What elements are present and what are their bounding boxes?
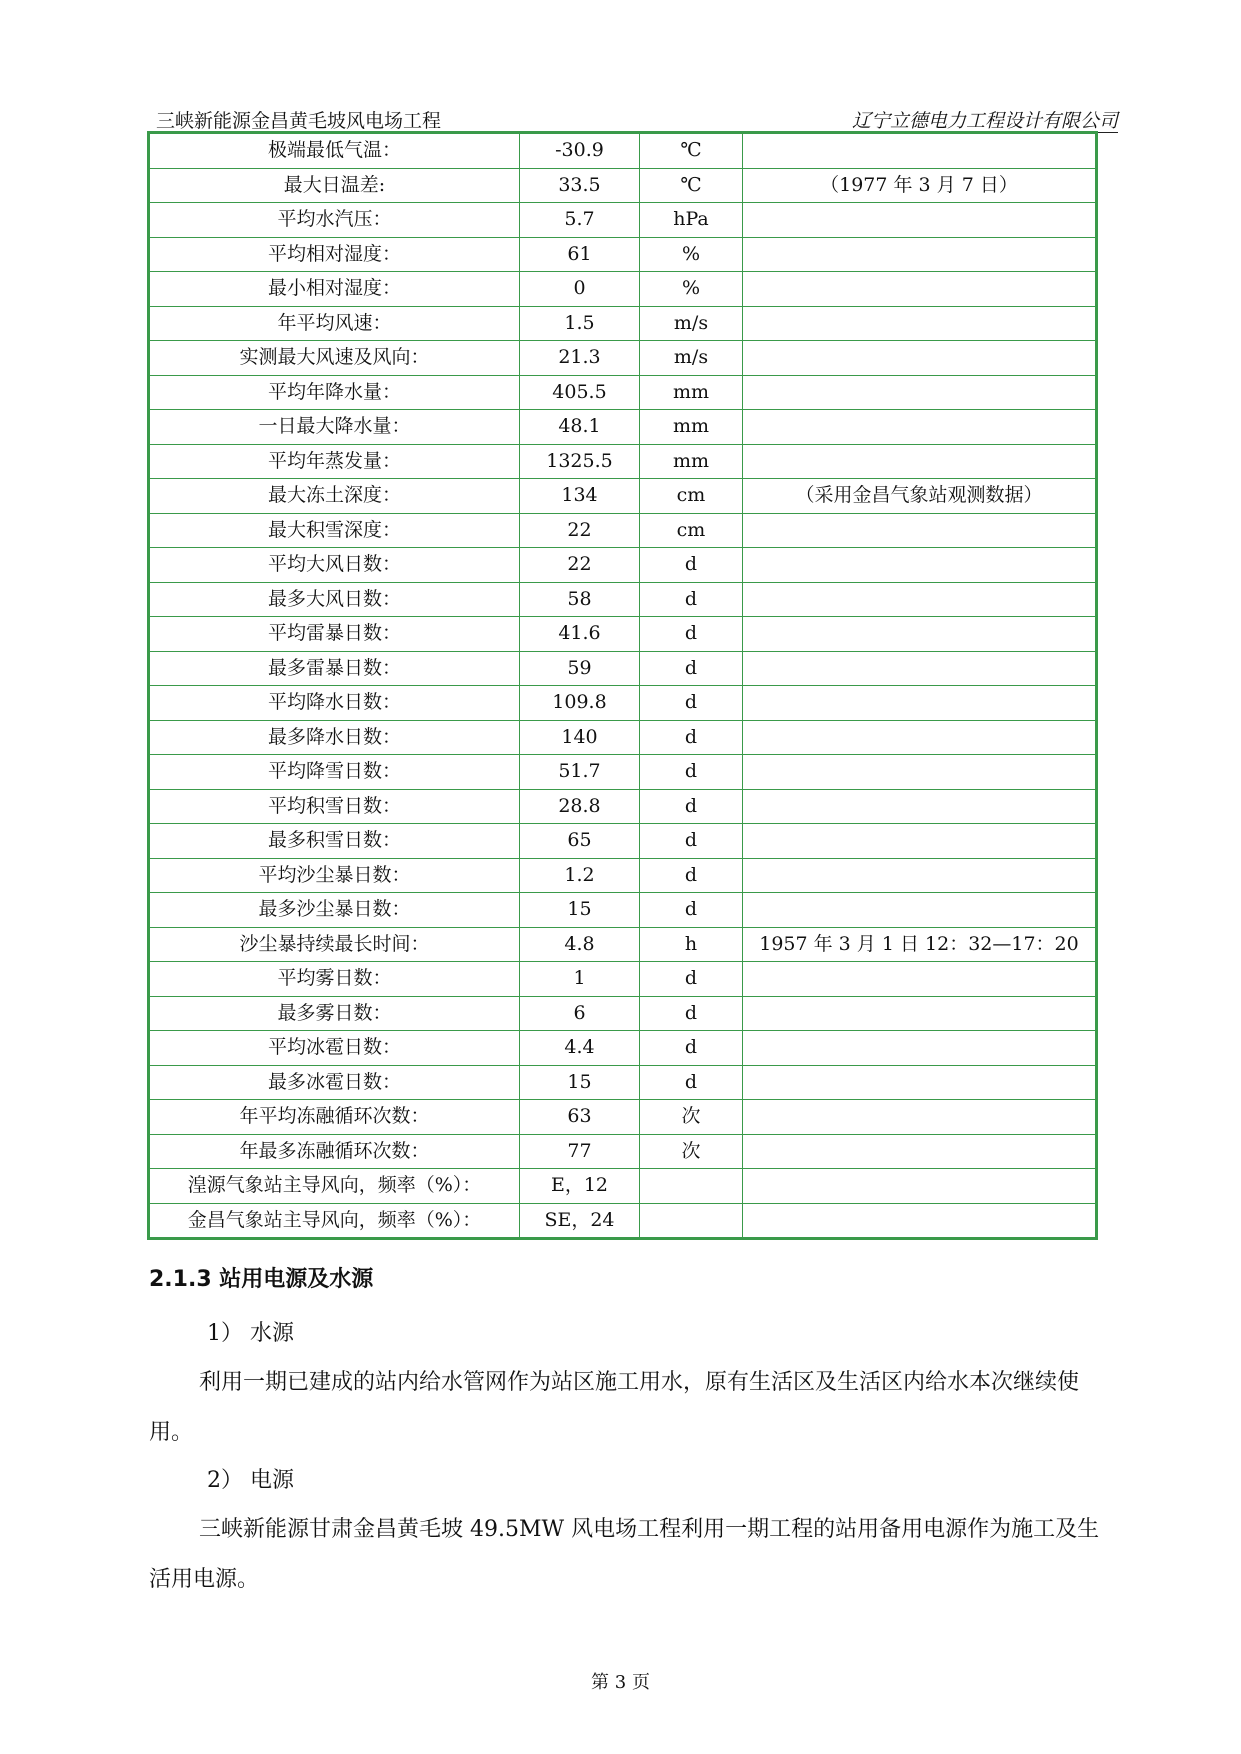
paragraph-power-source: 三峡新能源甘肃金昌黄毛坡 49.5MW 风电场工程利用一期工程的站用备用电源作为施工及生活用电源。 — [149, 1517, 1100, 1592]
table-row — [150, 375, 1096, 410]
cell-unit: d — [640, 1031, 743, 1066]
cell-note — [743, 1065, 1096, 1100]
cell-value: 51.7 — [520, 755, 640, 790]
climate-data-table — [149, 133, 1096, 1238]
cell-unit: % — [640, 272, 743, 307]
section-title: 2.1.3 站用电源及水源 — [149, 1267, 374, 1292]
table-row — [150, 444, 1096, 479]
cell-value: 41.6 — [520, 617, 640, 652]
table-row — [150, 272, 1096, 307]
cell-unit: d — [640, 582, 743, 617]
cell-unit: d — [640, 617, 743, 652]
cell-unit: ℃ — [640, 168, 743, 203]
table-row — [150, 1134, 1096, 1169]
cell-value: 28.8 — [520, 789, 640, 824]
table-row — [150, 686, 1096, 721]
cell-value: 59 — [520, 651, 640, 686]
cell-note — [743, 375, 1096, 410]
table-row — [150, 341, 1096, 376]
table-row — [150, 410, 1096, 445]
cell-value: 1325.5 — [520, 444, 640, 479]
cell-unit: d — [640, 996, 743, 1031]
table-row — [150, 858, 1096, 893]
cell-unit: m/s — [640, 341, 743, 376]
cell-value: 140 — [520, 720, 640, 755]
cell-parameter: 最大积雪深度： — [150, 513, 520, 548]
cell-unit: d — [640, 720, 743, 755]
cell-value: 134 — [520, 479, 640, 514]
cell-unit: d — [640, 893, 743, 928]
cell-note — [743, 651, 1096, 686]
cell-note — [743, 1031, 1096, 1066]
cell-unit: d — [640, 548, 743, 583]
cell-value: 63 — [520, 1100, 640, 1135]
table-row — [150, 720, 1096, 755]
cell-note — [743, 513, 1096, 548]
cell-unit: 次 — [640, 1134, 743, 1169]
cell-note — [743, 996, 1096, 1031]
table-row — [150, 1169, 1096, 1204]
cell-parameter: 平均沙尘暴日数： — [150, 858, 520, 893]
table-row — [150, 203, 1096, 238]
cell-parameter: 实测最大风速及风向： — [150, 341, 520, 376]
cell-parameter: 最多积雪日数： — [150, 824, 520, 859]
table-row — [150, 479, 1096, 514]
table-row — [150, 1031, 1096, 1066]
cell-unit: mm — [640, 375, 743, 410]
cell-note — [743, 1100, 1096, 1135]
cell-value: 22 — [520, 548, 640, 583]
cell-note — [743, 1203, 1096, 1238]
cell-parameter: 最多雾日数： — [150, 996, 520, 1031]
cell-note — [743, 444, 1096, 479]
cell-value: 405.5 — [520, 375, 640, 410]
cell-parameter: 最多冰雹日数： — [150, 1065, 520, 1100]
header-project-title: 三峡新能源金昌黄毛坡风电场工程 — [156, 110, 442, 132]
table-row — [150, 1203, 1096, 1238]
cell-note — [743, 720, 1096, 755]
cell-note — [743, 962, 1096, 997]
header-company-name: 辽宁立德电力工程设计有限公司 — [851, 110, 1118, 132]
cell-note — [743, 341, 1096, 376]
cell-parameter: 金昌气象站主导风向，频率（%）： — [150, 1203, 520, 1238]
cell-note — [743, 858, 1096, 893]
page-number: 第 3 页 — [591, 1672, 650, 1693]
cell-value: 61 — [520, 237, 640, 272]
cell-parameter: 最多降水日数： — [150, 720, 520, 755]
cell-parameter: 平均冰雹日数： — [150, 1031, 520, 1066]
cell-note — [743, 582, 1096, 617]
table-row — [150, 789, 1096, 824]
cell-value: -30.9 — [520, 134, 640, 169]
table-row — [150, 548, 1096, 583]
cell-note — [743, 789, 1096, 824]
cell-value: 33.5 — [520, 168, 640, 203]
cell-parameter: 平均雾日数： — [150, 962, 520, 997]
cell-unit: mm — [640, 444, 743, 479]
cell-unit — [640, 1169, 743, 1204]
table-row — [150, 237, 1096, 272]
cell-parameter: 最大冻土深度： — [150, 479, 520, 514]
table-row — [150, 306, 1096, 341]
table-row — [150, 755, 1096, 790]
cell-parameter: 平均年降水量： — [150, 375, 520, 410]
cell-parameter: 年最多冻融循环次数： — [150, 1134, 520, 1169]
cell-unit: d — [640, 789, 743, 824]
cell-unit: h — [640, 927, 743, 962]
cell-unit: cm — [640, 513, 743, 548]
cell-value: SE，24 — [520, 1203, 640, 1238]
cell-value: 15 — [520, 893, 640, 928]
cell-unit: 次 — [640, 1100, 743, 1135]
table-row — [150, 617, 1096, 652]
paragraph-water-source: 利用一期已建成的站内给水管网作为站区施工用水，原有生活区及生活区内给水本次继续使用。 — [149, 1370, 1080, 1445]
cell-note — [743, 1169, 1096, 1204]
table-row — [150, 168, 1096, 203]
cell-unit: d — [640, 755, 743, 790]
cell-value: 58 — [520, 582, 640, 617]
cell-note: 1957 年 3 月 1 日 12：32—17：20 — [743, 927, 1096, 962]
cell-value: 4.8 — [520, 927, 640, 962]
cell-value: 65 — [520, 824, 640, 859]
cell-parameter: 最大日温差: — [150, 168, 520, 203]
cell-parameter: 最多沙尘暴日数： — [150, 893, 520, 928]
cell-note — [743, 237, 1096, 272]
cell-value: 6 — [520, 996, 640, 1031]
cell-parameter: 湟源气象站主导风向，频率（%）： — [150, 1169, 520, 1204]
table-row — [150, 513, 1096, 548]
cell-unit: hPa — [640, 203, 743, 238]
cell-unit: m/s — [640, 306, 743, 341]
cell-note — [743, 617, 1096, 652]
cell-value: 77 — [520, 1134, 640, 1169]
page-header — [156, 104, 1118, 133]
cell-note — [743, 755, 1096, 790]
cell-note — [743, 1134, 1096, 1169]
table-row — [150, 996, 1096, 1031]
cell-note: （1977 年 3 月 7 日） — [743, 168, 1096, 203]
table-row — [150, 651, 1096, 686]
cell-note — [743, 306, 1096, 341]
table-row — [150, 824, 1096, 859]
cell-value: 1.5 — [520, 306, 640, 341]
cell-value: 0 — [520, 272, 640, 307]
cell-unit: mm — [640, 410, 743, 445]
cell-unit: cm — [640, 479, 743, 514]
item-water-source: 1） 水源 — [207, 1321, 294, 1346]
cell-note — [743, 134, 1096, 169]
cell-note — [743, 272, 1096, 307]
cell-note — [743, 824, 1096, 859]
cell-value: 5.7 — [520, 203, 640, 238]
cell-unit: d — [640, 651, 743, 686]
cell-value: 109.8 — [520, 686, 640, 721]
cell-note — [743, 686, 1096, 721]
cell-parameter: 最多雷暴日数： — [150, 651, 520, 686]
cell-note — [743, 203, 1096, 238]
cell-parameter: 平均积雪日数： — [150, 789, 520, 824]
cell-parameter: 极端最低气温： — [150, 134, 520, 169]
cell-parameter: 最小相对湿度： — [150, 272, 520, 307]
item-power-source: 2） 电源 — [207, 1468, 294, 1493]
cell-parameter: 平均降雪日数： — [150, 755, 520, 790]
cell-parameter: 沙尘暴持续最长时间： — [150, 927, 520, 962]
cell-parameter: 平均大风日数： — [150, 548, 520, 583]
cell-parameter: 最多大风日数： — [150, 582, 520, 617]
cell-parameter: 一日最大降水量： — [150, 410, 520, 445]
cell-unit: d — [640, 824, 743, 859]
cell-unit: d — [640, 962, 743, 997]
cell-value: E，12 — [520, 1169, 640, 1204]
cell-parameter: 平均雷暴日数： — [150, 617, 520, 652]
cell-parameter: 平均年蒸发量： — [150, 444, 520, 479]
table-row — [150, 582, 1096, 617]
cell-unit: d — [640, 858, 743, 893]
cell-parameter: 年平均冻融循环次数： — [150, 1100, 520, 1135]
table-row — [150, 134, 1096, 169]
cell-value: 4.4 — [520, 1031, 640, 1066]
cell-value: 15 — [520, 1065, 640, 1100]
cell-unit: d — [640, 686, 743, 721]
table-row — [150, 1100, 1096, 1135]
cell-unit — [640, 1203, 743, 1238]
cell-note — [743, 410, 1096, 445]
cell-value: 22 — [520, 513, 640, 548]
table-row — [150, 1065, 1096, 1100]
cell-value: 48.1 — [520, 410, 640, 445]
table-row — [150, 893, 1096, 928]
cell-value: 21.3 — [520, 341, 640, 376]
cell-note — [743, 893, 1096, 928]
cell-unit: % — [640, 237, 743, 272]
cell-parameter: 平均水汽压： — [150, 203, 520, 238]
cell-note: （采用金昌气象站观测数据） — [743, 479, 1096, 514]
cell-unit: ℃ — [640, 134, 743, 169]
cell-parameter: 平均降水日数： — [150, 686, 520, 721]
cell-parameter: 年平均风速： — [150, 306, 520, 341]
cell-parameter: 平均相对湿度： — [150, 237, 520, 272]
cell-value: 1.2 — [520, 858, 640, 893]
cell-unit: d — [640, 1065, 743, 1100]
table-row — [150, 927, 1096, 962]
table-row — [150, 962, 1096, 997]
cell-value: 1 — [520, 962, 640, 997]
cell-note — [743, 548, 1096, 583]
